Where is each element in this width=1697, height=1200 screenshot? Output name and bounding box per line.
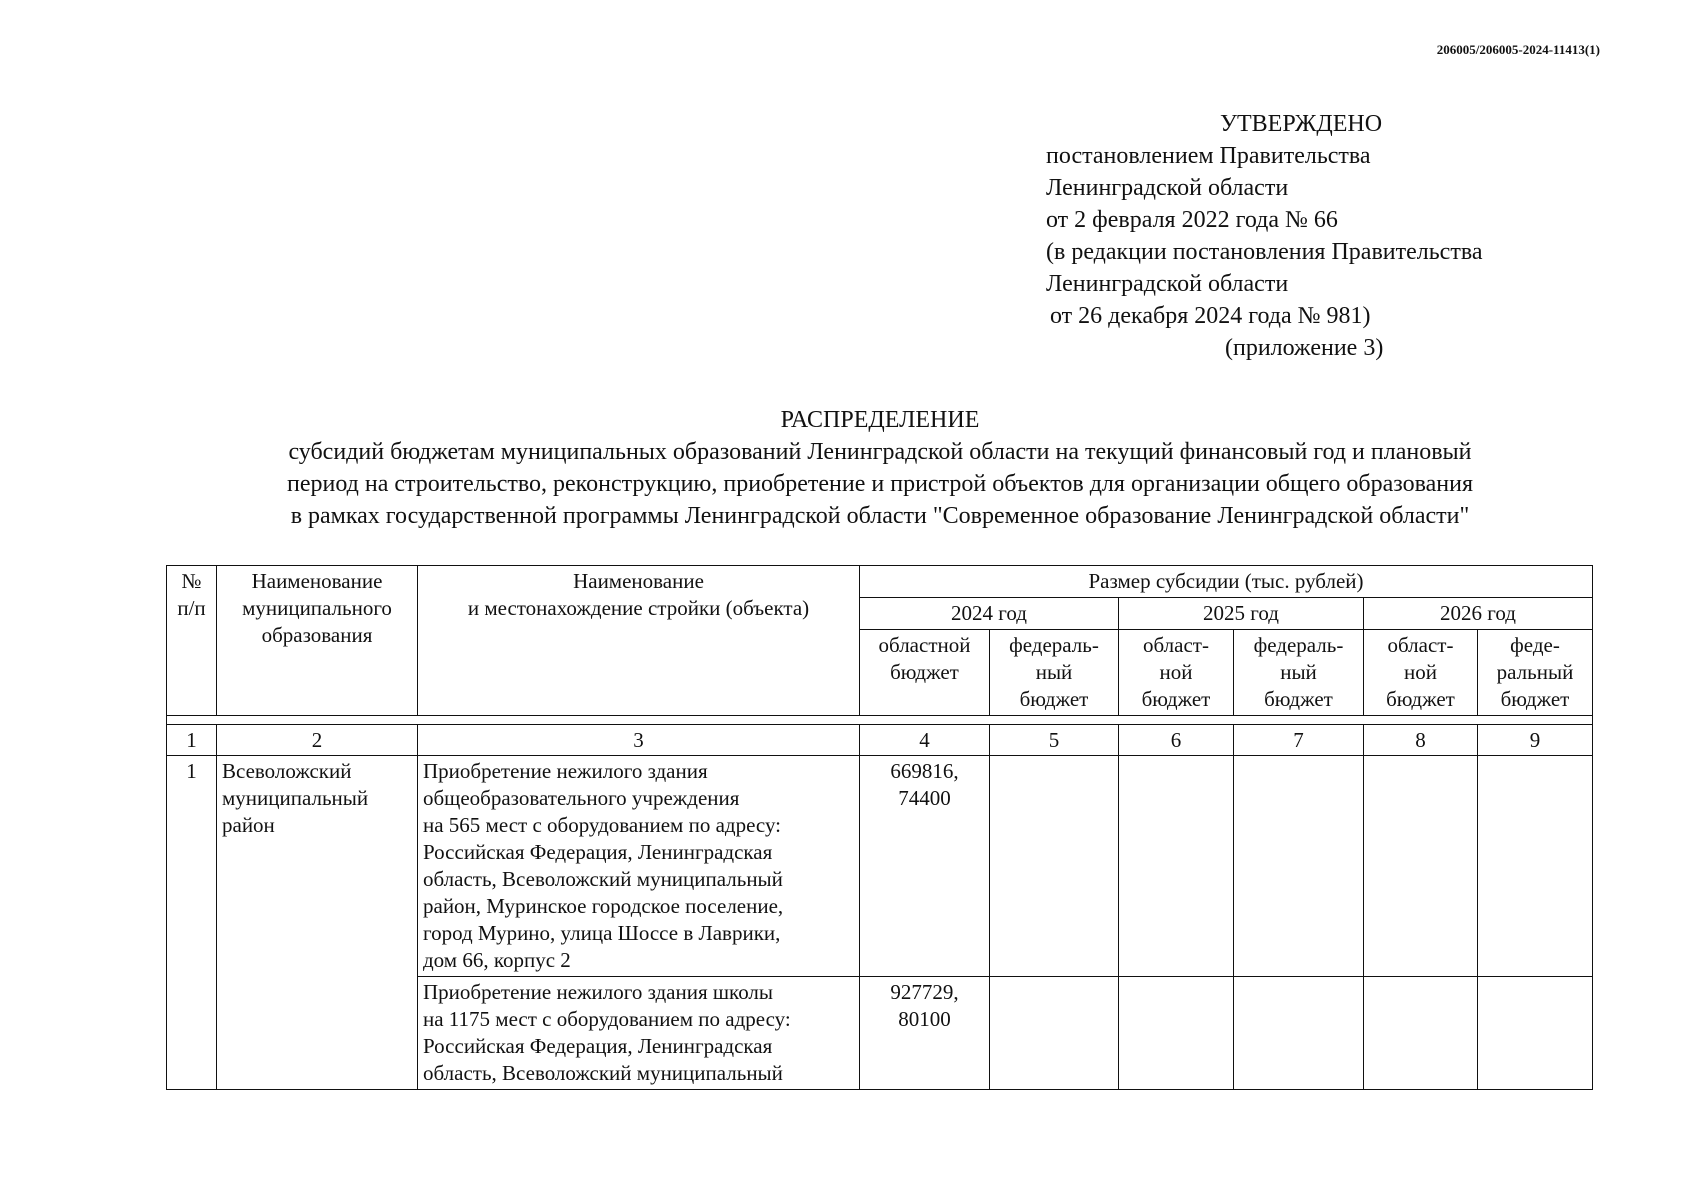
approval-heading: УТВЕРЖДЕНО (1220, 111, 1383, 137)
column-number: 5 (990, 725, 1119, 756)
row-municipality: Всеволожский муниципальный район (217, 756, 418, 1090)
row-num: 1 (167, 756, 217, 1090)
column-number: 4 (860, 725, 990, 756)
approval-block (1046, 108, 1483, 364)
approval-line: от 2 февраля 2022 года № 66 (1046, 207, 1338, 233)
title-heading: РАСПРЕДЕЛЕНИЕ (780, 407, 980, 433)
header-budget: федераль- ный бюджет (1234, 630, 1364, 716)
header-budget: федераль- ный бюджет (990, 630, 1119, 716)
column-number: 2 (217, 725, 418, 756)
approval-appendix: (приложение 3) (1225, 335, 1384, 361)
title-line: субсидий бюджетам муниципальных образований Ленинградской области на текущий финансовый год и плановый (288, 439, 1472, 465)
column-number: 8 (1364, 725, 1478, 756)
header-year-2026: 2026 год (1364, 598, 1593, 630)
row-value (990, 756, 1119, 977)
column-number-row (167, 725, 1593, 756)
row-value: 669816, 74400 (860, 756, 990, 977)
row-object: Приобретение нежилого здания школы на 1175 мест с оборудованием по адресу: Российская Федерация, Ленинградская область, Всеволожский муниципальный (418, 977, 860, 1090)
row-value (990, 977, 1119, 1090)
column-number: 3 (418, 725, 860, 756)
approval-line: Ленинградской области (1046, 175, 1289, 201)
header-year-2024: 2024 год (860, 598, 1119, 630)
title-line: период на строительство, реконструкцию, приобретение и пристрой объектов для организации общего образования (287, 471, 1473, 497)
header-row (167, 566, 1593, 598)
header-object: Наименование и местонахождение стройки (объекта) (418, 566, 860, 716)
document-id: 206005/206005-2024-11413(1) (1436, 42, 1600, 57)
row-value (1234, 977, 1364, 1090)
approval-line: Ленинградской области (1046, 271, 1289, 297)
row-value (1364, 756, 1478, 977)
subsidy-table (166, 565, 1593, 1090)
row-value (1478, 756, 1593, 977)
header-budget: област- ной бюджет (1119, 630, 1234, 716)
header-budget: феде- ральный бюджет (1478, 630, 1593, 716)
title-line: в рамках государственной программы Ленинградской области "Современное образование Ленинградской области" (290, 503, 1470, 529)
approval-line: постановлением Правительства (1046, 143, 1371, 169)
row-value (1234, 756, 1364, 977)
column-number: 1 (167, 725, 217, 756)
row-value (1364, 977, 1478, 1090)
row-value (1478, 977, 1593, 1090)
row-value: 927729, 80100 (860, 977, 990, 1090)
header-budget: област- ной бюджет (1364, 630, 1478, 716)
table-row (167, 756, 1593, 977)
document-title (160, 404, 1600, 532)
column-number: 7 (1234, 725, 1364, 756)
approval-line: (в редакции постановления Правительства (1046, 239, 1483, 265)
row-object: Приобретение нежилого здания общеобразовательного учреждения на 565 мест с оборудованием по адресу: Российская Федерация, Ленинградская область, Всеволожский муниципальный район, Муринское городское поселение, город Мурино, улица Шоссе в Лаврики, дом 66, корпус 2 (418, 756, 860, 977)
header-gap (167, 716, 1593, 725)
header-subsidy: Размер субсидии (тыс. рублей) (860, 566, 1593, 598)
row-value (1119, 977, 1234, 1090)
header-municipality: Наименование муниципального образования (217, 566, 418, 716)
approval-line: от 26 декабря 2024 года № 981) (1050, 303, 1371, 329)
header-year-2025: 2025 год (1119, 598, 1364, 630)
header-num: № п/п (167, 566, 217, 716)
column-number: 9 (1478, 725, 1593, 756)
header-budget: областной бюджет (860, 630, 990, 716)
row-value (1119, 756, 1234, 977)
column-number: 6 (1119, 725, 1234, 756)
